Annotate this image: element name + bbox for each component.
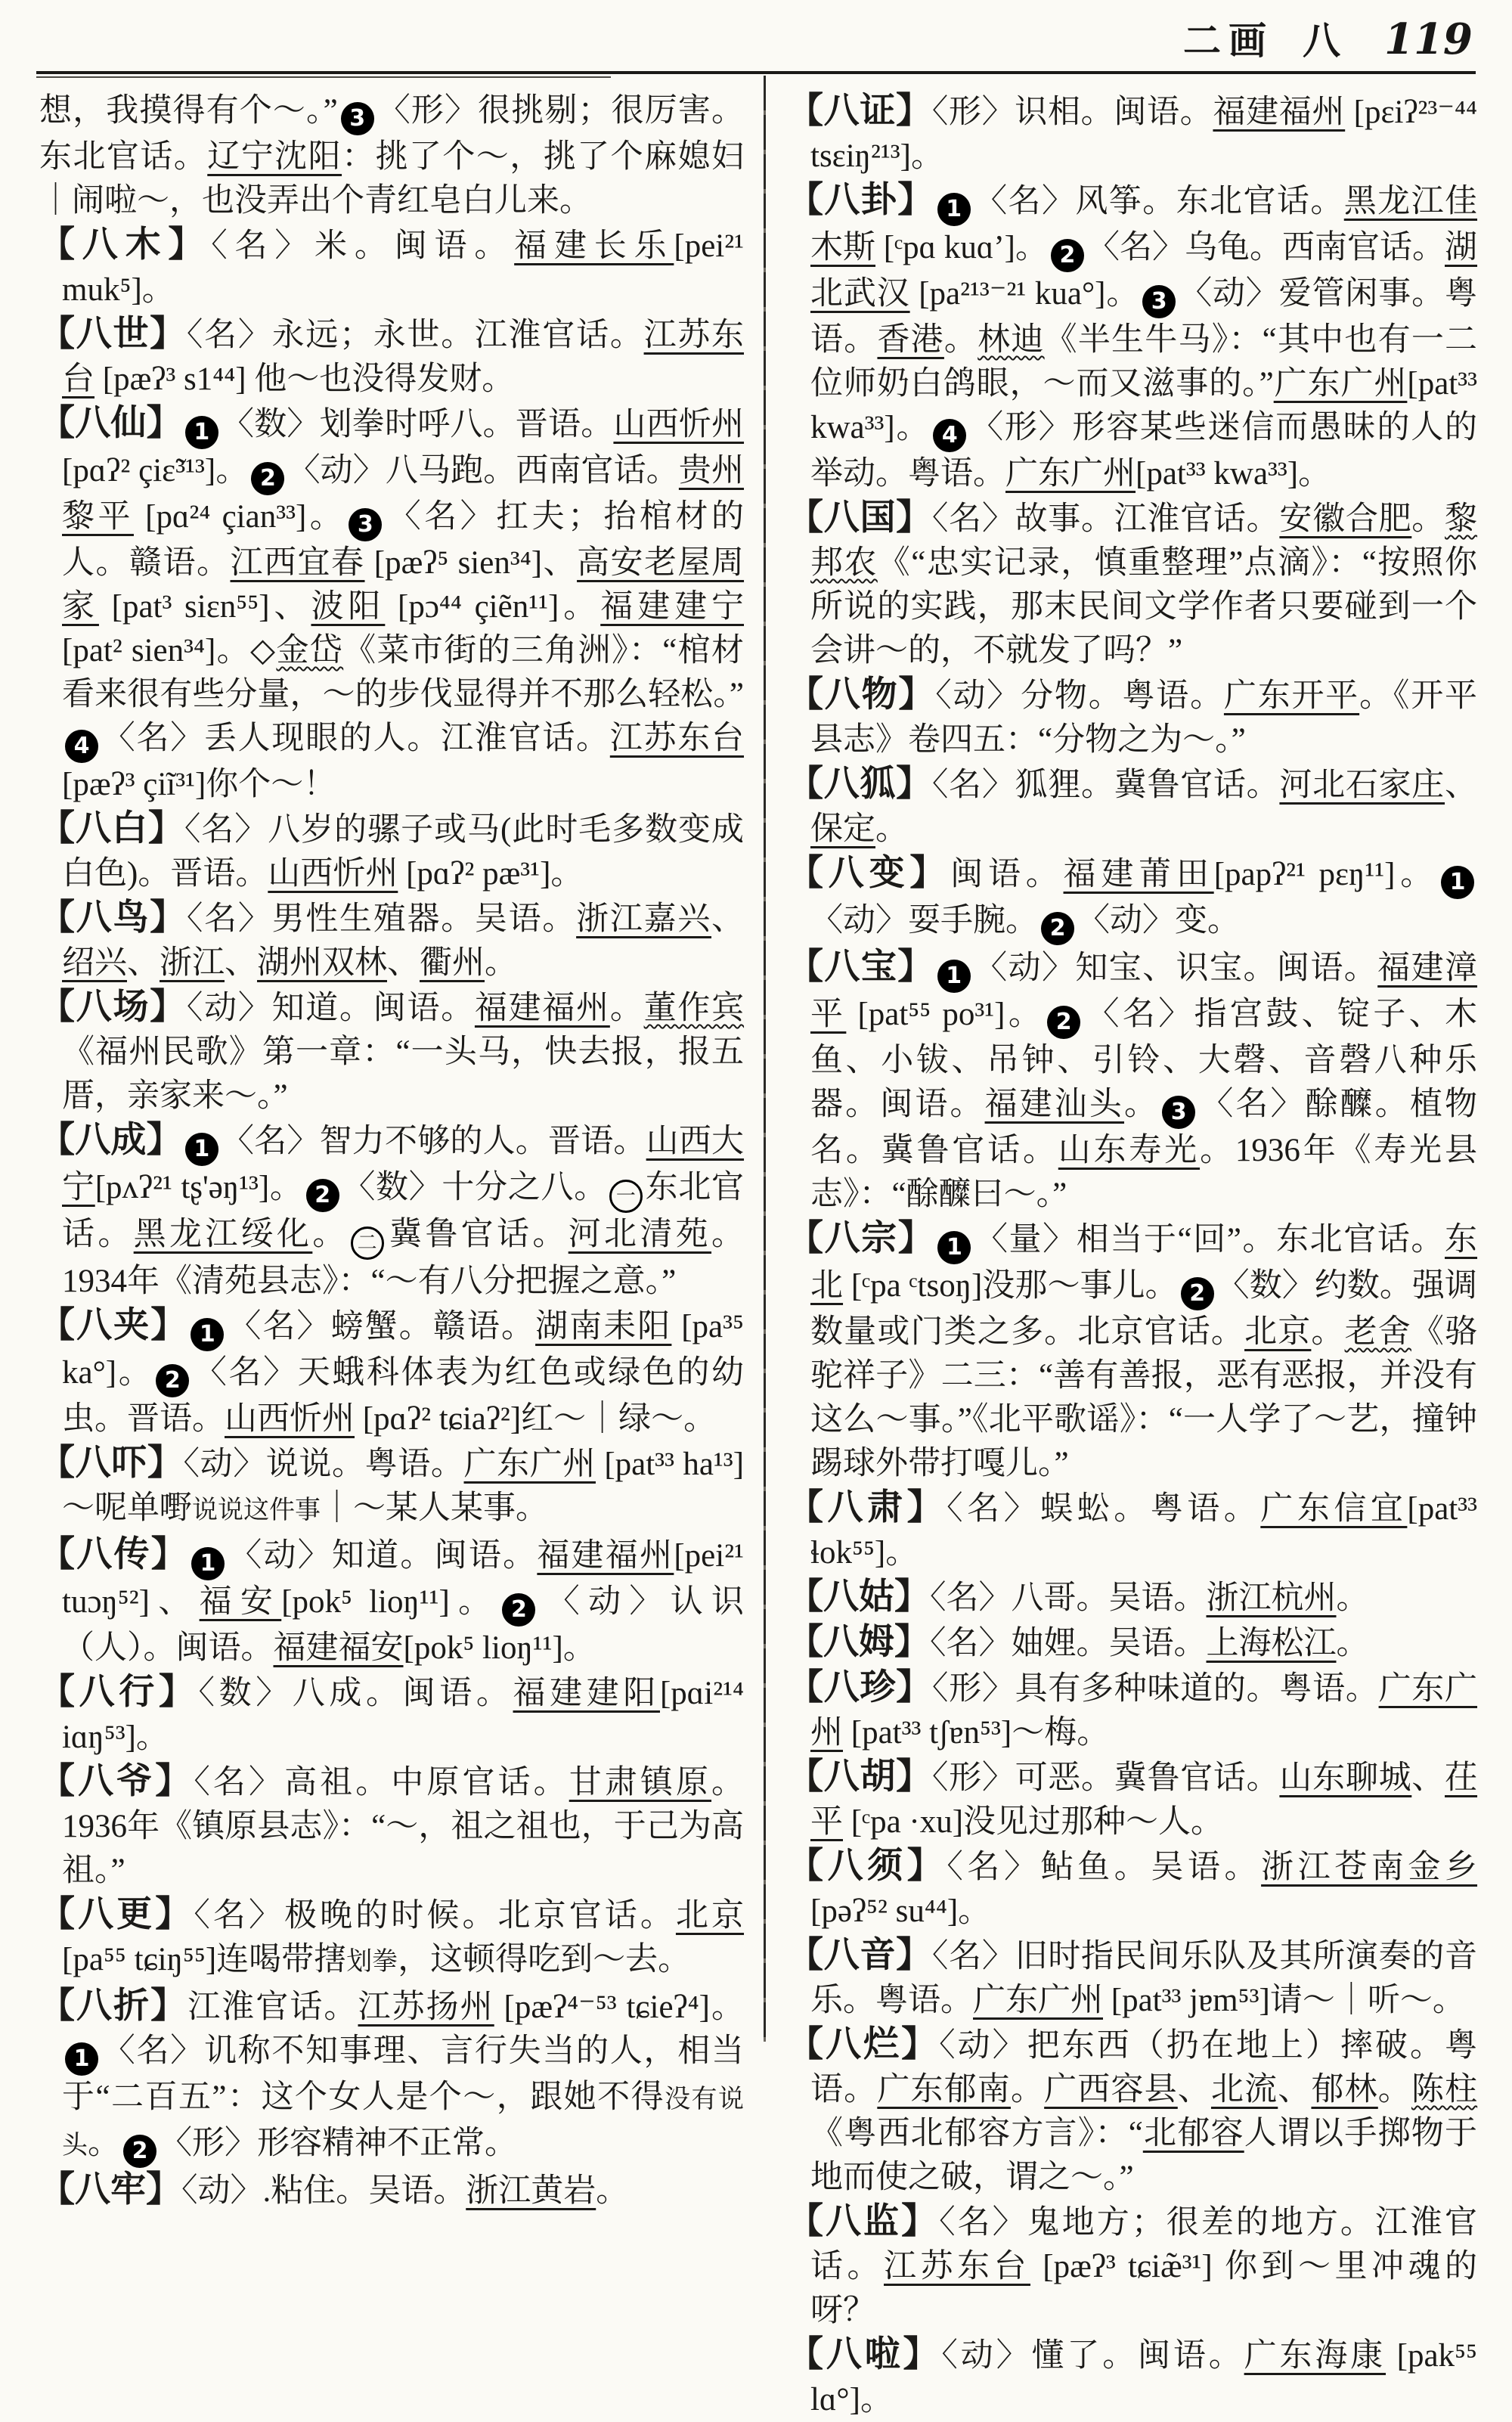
place-name: 山东寿光	[1058, 1133, 1201, 1168]
entry-headword: 【八啦】	[788, 2335, 942, 2374]
place-name: 福安	[199, 1584, 282, 1620]
entry-headword: 【八物】	[788, 675, 936, 715]
place-name: 浙江苍南金乡	[1261, 1850, 1478, 1885]
dictionary-entry: 【八折】江淮官话。江苏扬州 [pæʔ⁴⁻⁵³ tɕieʔ⁴]。1 〈名〉讥称不知事理、言行失当的人，相当于“二百五”：这个女人是个～，跟她不得没有说头。 2 〈形〉形容精神不正常。	[39, 1984, 744, 2168]
sense-number-icon: 3	[1162, 1096, 1195, 1129]
place-name: 福建建宁	[600, 589, 745, 625]
entry-headword: 【八传】	[39, 1535, 188, 1574]
dictionary-entry: 【八须】〈名〉鲇鱼。吴语。浙江苍南金乡[pəʔ⁵² su⁴⁴]。	[788, 1847, 1478, 1929]
subsense-number-icon: 二	[351, 1227, 384, 1260]
person-name: 陈柱	[1411, 2072, 1478, 2107]
entry-headword: 【八须】	[788, 1847, 947, 1886]
place-name: 贵州黎平	[62, 453, 745, 535]
place-name: 广东广州	[463, 1447, 596, 1482]
place-name: 衢州	[420, 945, 485, 981]
place-name: 广东广州	[1005, 456, 1136, 492]
place-name: 山西忻州	[225, 1401, 355, 1437]
place-name: 上海松江	[1206, 1626, 1337, 1661]
dictionary-entry: 【八成】 1 〈名〉智力不够的人。晋语。山西大宁[pʌʔ²¹ tʂ'əŋ¹³]。 2 〈数〉十分之八。 一 东北官话。黑龙江绥化。 二 冀鲁官话。河北清苑。1934年《清苑县志》：“～有八分把握之意。”	[39, 1121, 745, 1299]
sense-number-icon: 3	[1142, 285, 1176, 318]
place-name: 香港	[877, 322, 944, 358]
dictionary-entry: 【八姆】〈名〉妯娌。吴语。上海松江。	[788, 1623, 1369, 1662]
place-name: 安徽合肥	[1279, 501, 1412, 537]
dictionary-entry: 【八仙】 1 〈数〉划拳时呼八。晋语。山西忻州 [pɑʔ² çiɛ̃³¹³]。 2 〈动〉八马跑。西南官话。贵州黎平 [pɑ²⁴ çian³³]。 3 〈名〉扛夫；抬棺材的人。赣语。江西宜春 [pæʔ⁵ sien³⁴]、高安老屋周家 [pat³ siɛn⁵⁵]、波阳 [pɔ⁴⁴ çiẽn¹¹]。福建建宁 [pat² sien³⁴]。◇金岱《菜市街的三角洲》：“棺材看来很有些分量，～的步伐显得并不那么轻松。”4 〈名〉丢人现眼的人。江淮官话。江苏东台[pæʔ³ çiĩ³¹]你个～！	[39, 404, 745, 802]
place-name: 湖南耒阳	[535, 1309, 672, 1344]
entry-headword: 【八监】	[788, 2202, 940, 2241]
sense-number-icon: 3	[341, 102, 374, 135]
dictionary-entry: 【八传】 1 〈动〉知道。闽语。福建福州[pei²¹ tuɔŋ⁵²]、福安[pok⁵ lioŋ¹¹]。 2 〈动〉认识（人）。闽语。福建福安[pok⁵ lioŋ¹¹]。	[39, 1535, 745, 1666]
left-column	[39, 89, 744, 2213]
place-name: 浙江嘉兴	[576, 901, 712, 937]
dictionary-entry: 【八夹】 1 〈名〉螃蟹。赣语。湖南耒阳 [pa³⁵ ka°]。 2 〈名〉天蛾科体表为红色或绿色的幼虫。晋语。山西忻州 [pɑʔ² tɕiaʔ²]红～｜绿～。	[39, 1306, 745, 1437]
sense-number-icon: 1	[191, 1318, 224, 1351]
dictionary-entry: 【八狐】〈名〉狐狸。冀鲁官话。河北石家庄、保定。	[788, 764, 1478, 847]
place-name: 浙江黄岩	[466, 2173, 596, 2209]
place-name: 福建长乐	[514, 228, 674, 264]
person-name: 金岱	[276, 633, 344, 668]
place-name: 湖州双林	[257, 945, 387, 981]
dictionary-entry: 【八证】〈形〉识相。闽语。福建福州 [pεiʔ²³⁻⁴⁴ tsεiŋ²¹³]。	[788, 91, 1477, 174]
entry-headword: 【八胡】	[788, 1757, 932, 1797]
place-name: 福建福州	[474, 991, 610, 1026]
gloss-small-text: 说说这件事	[192, 1496, 321, 1524]
place-name: 广东广州	[973, 1983, 1103, 2018]
sense-number-icon: 2	[306, 1179, 339, 1212]
place-name: 北京	[675, 1898, 745, 1934]
sense-number-icon: 1	[185, 416, 218, 449]
entry-headword: 【八鸟】	[39, 898, 187, 938]
sense-number-icon: 4	[65, 730, 98, 763]
dictionary-entry: 【八监】〈名〉鬼地方；很差的地方。江淮官话。江苏东台 [pæʔ³ tɕiæ̃³¹] 你到～里冲魂的呀？	[788, 2202, 1478, 2328]
sense-number-icon: 1	[65, 2042, 98, 2076]
subsense-number-icon: 一	[609, 1180, 643, 1213]
entry-headword: 【八爷】	[39, 1762, 194, 1801]
sense-number-icon: 2	[156, 1364, 189, 1397]
entry-headword: 【八证】	[788, 91, 932, 131]
right-column	[788, 89, 1477, 2422]
dictionary-entry: 【八宝】 1 〈动〉知宝、识宝。闽语。福建漳平 [pat⁵⁵ po³¹]。 2 〈名〉指宫鼓、锭子、木鱼、小钹、吊钟、引铃、大磬、音磬八种乐器。闽语。福建汕头。 3 〈名〉酴醾。植物名。冀鲁官话。山东寿光。1936年《寿光县志》：“酴醾曰～。”	[788, 947, 1478, 1212]
entry-headword: 【八吓】	[39, 1444, 184, 1483]
entry-headword: 【八世】	[39, 315, 187, 354]
place-name: 黑龙江佳木斯	[810, 184, 1478, 265]
dictionary-entry: 【八世】〈名〉永远；永世。江淮官话。江苏东台 [pæʔ³ s1⁴⁴] 他～也没得发财。	[39, 315, 745, 397]
gloss-small-text: 没有说头	[62, 2086, 745, 2160]
entry-headword: 【八卦】	[788, 181, 934, 220]
entry-headword: 【八国】	[788, 498, 932, 538]
radical-label: 八	[1303, 20, 1340, 62]
sense-number-icon: 2	[1047, 1006, 1080, 1039]
place-name: 山西忻州	[613, 407, 745, 442]
sense-number-icon: 2	[251, 462, 284, 495]
entry-headword: 【八姆】	[788, 1623, 930, 1662]
entry-headword: 【八肃】	[788, 1488, 947, 1527]
sense-number-icon: 2	[123, 2135, 156, 2168]
entry-headword: 【八烂】	[788, 2025, 940, 2064]
place-name: 广东郁南	[877, 2072, 1011, 2107]
place-name: 湖北武汉	[810, 230, 1478, 312]
place-name: 浙江杭州	[1206, 1580, 1337, 1616]
place-name: 江苏扬州	[358, 1989, 494, 2025]
entry-headword: 【八宝】	[788, 947, 934, 987]
gloss-small-text: 划拳	[346, 1948, 398, 1976]
dictionary-entry: 【八烂】〈动〉把东西（扔在地上）摔破。粤语。广东郁南。广西容县、北流、郁林。陈柱《粤西北郁容方言》：“北郁容人谓以手掷物于地而使之破，谓之～。”	[788, 2025, 1478, 2195]
column-divider	[764, 76, 766, 2042]
sense-number-icon: 2	[502, 1593, 535, 1627]
dictionary-entry: 【八吓】〈动〉说说。粤语。广东广州 [pat³³ ha¹³] ～呢单嘢说说这件事｜～某人某事。	[39, 1444, 745, 1526]
place-name: 北郁容	[1142, 2116, 1244, 2151]
section-label: 二画	[1183, 20, 1274, 62]
dictionary-entry: 【八爷】〈名〉高祖。中原官话。甘肃镇原。1936年《镇原县志》：“～，祖之祖也，于己为高祖。”	[39, 1762, 745, 1888]
continuation-paragraph: 想，我摸得有个～。” 3 〈形〉很挑剔；很厉害。东北官话。辽宁沈阳：挑了个～，挑了个麻媳妇｜闹啦～，也没弄出个青红皂白儿来。	[39, 93, 745, 219]
entry-headword: 【八更】	[39, 1895, 194, 1934]
sense-number-icon: 3	[349, 508, 382, 541]
place-name: 广东开平	[1223, 678, 1360, 714]
entry-headword: 【八场】	[39, 988, 187, 1027]
place-name: 保定	[810, 811, 875, 847]
entry-headword: 【八木】	[39, 225, 212, 265]
page-number: 119	[1384, 14, 1473, 64]
person-name: 林迪	[978, 322, 1045, 358]
place-name: 北流	[1210, 2072, 1278, 2107]
place-name: 高安老屋周家	[62, 545, 745, 625]
person-name: 董作宾	[643, 991, 745, 1026]
entry-headword: 【八珍】	[788, 1668, 932, 1707]
sense-number-icon: 4	[933, 419, 966, 452]
dictionary-entry: 【八卦】 1 〈名〉风筝。东北官话。黑龙江佳木斯 [ᶜpɑ kuɑʼ]。 2 〈名〉乌龟。西南官话。湖北武汉 [pa²¹³⁻²¹ kua°]。 3 〈动〉爱管闲事。粤语。香港。林迪《半生牛马》：“其中也有一二位师奶白鸽眼，～而又滋事的。”广东广州[pat³³ kwa³³]。 4 〈形〉形容某些迷信而愚昧的人的举动。粤语。广东广州[pat³³ kwa³³]。	[788, 181, 1478, 492]
sense-number-icon: 2	[1181, 1277, 1214, 1310]
place-name: 广东广州	[810, 1671, 1478, 1751]
dictionary-entry: 【八宗】 1 〈量〉相当于“回”。东北官话。东北 [ᶜpa ᶜtsoŋ]没那～事儿。 2 〈数〉约数。强调数量或门类之多。北京官话。北京。老舍《骆驼祥子》二三：“善有善报，恶有恶报，并没有这么～事。”《北平歌谣》：“一人学了～艺，撞钟踢球外带打嘎儿。”	[788, 1219, 1478, 1481]
place-name: 江苏东台	[62, 318, 745, 397]
dictionary-entry: 【八变】闽语。福建莆田[papʔ²¹ pɛŋ¹¹]。 1〈动〉耍手腕。 2 〈动〉变。	[788, 851, 1477, 945]
dictionary-entry: 【八白】〈名〉八岁的骡子或马(此时毛多数变成白色)。晋语。山西忻州 [pɑʔ² pæ³¹]。	[39, 809, 744, 892]
dictionary-entry: 【八国】〈名〉故事。江淮官话。安徽合肥。黎邦农《“忠实记录，慎重整理”点滴》：“按照你所说的实践，那末民间文学作者只要碰到一个会讲～的，不就发了吗？”	[788, 498, 1478, 668]
entry-headword: 【八变】	[788, 854, 951, 893]
person-name: 老舍	[1344, 1314, 1411, 1350]
place-name: 山西忻州	[268, 856, 398, 892]
place-name: 北京	[1244, 1314, 1312, 1350]
place-name: 郁林	[1311, 2072, 1378, 2107]
place-name: 黑龙江绥化	[133, 1217, 313, 1252]
sense-number-icon: 2	[1041, 912, 1074, 945]
place-name: 甘肃镇原	[569, 1765, 712, 1800]
place-name: 福建莆田	[1063, 857, 1214, 892]
dictionary-entry: 【八牢】〈动〉.粘住。吴语。浙江黄岩。	[39, 2170, 629, 2210]
place-name: 山东聊城	[1279, 1760, 1412, 1796]
place-name: 波阳	[311, 589, 386, 625]
dictionary-entry: 【八珍】〈形〉具有多种味道的。粤语。广东广州 [pat³³ tʃɐn⁵³]～梅。	[788, 1668, 1478, 1751]
place-name: 河北石家庄	[1279, 768, 1445, 803]
place-name: 茌平	[810, 1760, 1478, 1840]
entry-headword: 【八宗】	[788, 1219, 935, 1258]
place-name: 东北	[810, 1222, 1478, 1304]
dictionary-entry: 【八肃】〈名〉蜈蚣。粤语。广东信宜[pat³³ ɬok⁵⁵]。	[788, 1488, 1478, 1571]
dictionary-entry: 【八行】〈数〉八成。闽语。福建建阳[pɑi²¹⁴ iɑŋ⁵³]。	[39, 1673, 745, 1755]
entry-headword: 【八白】	[39, 809, 184, 848]
place-name: 广东信宜	[1260, 1491, 1408, 1527]
sense-number-icon: 2	[1051, 239, 1084, 272]
sense-number-icon: 1	[937, 1231, 971, 1264]
sense-number-icon: 1	[937, 960, 971, 993]
place-name: 江西宜春	[230, 545, 365, 581]
entry-headword: 【八音】	[788, 1936, 932, 1975]
place-name: 福建漳平	[810, 951, 1478, 1032]
place-name: 福建福安	[273, 1630, 404, 1666]
dictionary-entry: 【八姑】〈名〉八哥。吴语。浙江杭州。	[788, 1577, 1369, 1617]
dictionary-entry: 【八啦】〈动〉懂了。闽语。广东海康 [pak⁵⁵ lɑ°]。	[788, 2335, 1478, 2417]
place-name: 绍兴	[62, 945, 127, 981]
sense-number-icon: 1	[191, 1547, 225, 1580]
place-name: 辽宁沈阳	[207, 139, 342, 175]
place-name: 浙江	[160, 945, 225, 981]
entry-headword: 【八仙】	[39, 404, 182, 443]
place-name: 广东广州	[1273, 366, 1408, 402]
place-name: 江苏东台	[884, 2249, 1030, 2284]
entry-headword: 【八牢】	[39, 2170, 181, 2210]
sense-number-icon: 1	[1441, 866, 1474, 899]
entry-headword: 【八成】	[39, 1121, 182, 1160]
dictionary-entry: 【八场】〈动〉知道。闽语。福建福州。董作宾《福州民歌》第一章：“一头马，快去报，报五厝，亲家来～。”	[39, 988, 745, 1114]
place-name: 福建福州	[537, 1538, 674, 1574]
dictionary-entry: 【八胡】〈形〉可恶。冀鲁官话。山东聊城、茌平 [ᶜpa ·xu]没见过那种～人。	[788, 1757, 1478, 1840]
dictionary-entry: 【八鸟】〈名〉男性生殖器。吴语。浙江嘉兴、绍兴、浙江、湖州双林、衢州。	[39, 898, 745, 981]
place-name: 广东海康	[1244, 2338, 1387, 2374]
place-name: 广西容县	[1044, 2072, 1178, 2107]
entry-headword: 【八狐】	[788, 764, 932, 804]
dictionary-entry: 【八物】〈动〉分物。粤语。广东开平。《开平县志》卷四五：“分物之为～。”	[788, 675, 1478, 758]
header-rule	[36, 71, 1476, 74]
place-name: 江苏东台	[609, 721, 745, 756]
sense-number-icon: 1	[185, 1133, 218, 1166]
entry-headword: 【八折】	[39, 1986, 188, 2026]
person-name: 黎邦农	[810, 501, 1478, 581]
entry-headword: 【八夹】	[39, 1306, 188, 1345]
place-name: 山西大宁	[62, 1124, 745, 1205]
entry-headword: 【八姑】	[788, 1577, 930, 1617]
entry-headword: 【八行】	[39, 1673, 199, 1712]
sense-number-icon: 1	[937, 193, 971, 226]
place-name: 河北清苑	[568, 1217, 712, 1252]
dictionary-entry: 【八木】〈名〉米。闽语。福建长乐[pei²¹ muk⁵]。	[39, 225, 745, 308]
place-name: 福建福州	[1213, 95, 1346, 130]
page-header	[1183, 11, 1473, 65]
dictionary-entry: 【八更】〈名〉极晚的时候。北京官话。北京 [pa⁵⁵ tɕiŋ⁵⁵]连喝带搳划拳，这顿得吃到～去。	[39, 1895, 745, 1977]
dictionary-entry: 【八音】〈名〉旧时指民间乐队及其所演奏的音乐。粤语。广东广州 [pat³³ jɐm⁵³]请～｜听～。	[788, 1936, 1478, 2018]
place-name: 福建建阳	[513, 1676, 660, 1711]
place-name: 福建汕头	[984, 1087, 1125, 1122]
